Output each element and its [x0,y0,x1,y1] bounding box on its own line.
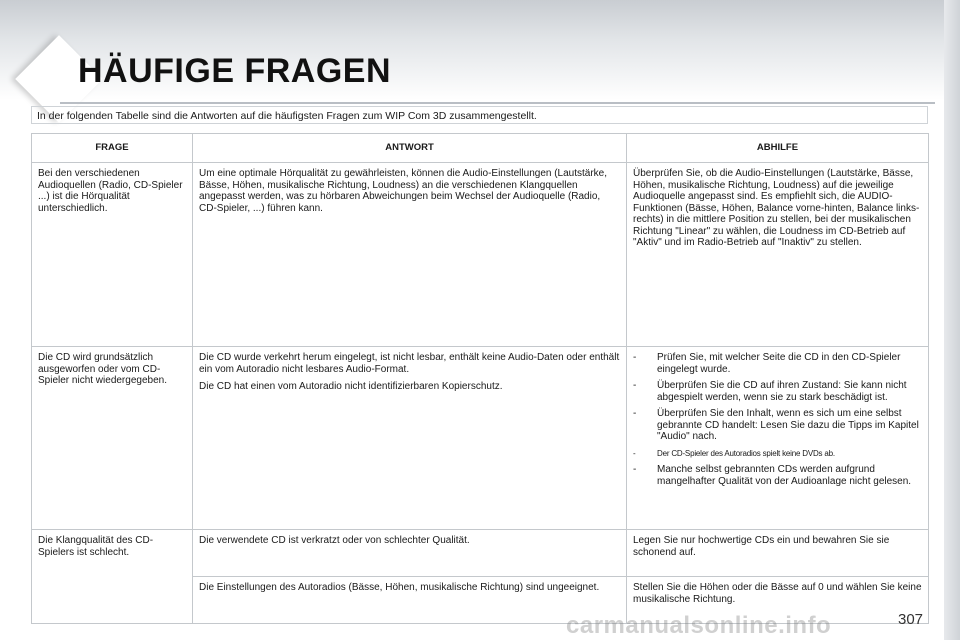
antwort-text: Die CD wurde verkehrt herum eingelegt, ist nicht lesbar, enthält keine Audio-Daten oder enthält ein vom Autoradio nicht lesbares Audio-Format. [199,352,620,375]
antwort-cell [193,163,627,347]
antwort-text: Um eine optimale Hörqualität zu gewährleisten, können die Audio-Einstellungen (Lautstärke, Bässe, Höhen, musikalische Richtung, Loudness) an die verschiedenen Klangquellen angepasst werden, was zu hörbaren Abweichungen beim Wechsel der Audioquelle (Radio, CD-Spieler, ...) führen kann. [199,168,608,214]
antwort-text: Die Einstellungen des Autoradios (Bässe, Höhen, musikalische Richtung) sind ungeeignet. [199,582,600,593]
abhilfe-list [633,352,922,487]
header-divider [60,102,935,104]
column-header-frage: FRAGE [32,134,193,163]
table-row [32,347,929,530]
frage-cell: Bei den verschiedenen Audioquellen (Radio, CD-Spieler ...) ist die Hörqualität unterschiedlich. [32,163,193,347]
table-row [32,163,929,347]
table-row [32,530,929,577]
column-header-antwort: ANTWORT [193,134,627,163]
antwort-cell [193,577,627,624]
page-title: HÄUFIGE FRAGEN [78,52,391,90]
antwort-text: Die CD hat einen vom Autoradio nicht identifizierbaren Kopierschutz. [199,381,503,392]
list-item: - Überprüfen Sie den Inhalt, wenn es sich um eine selbst gebrannte CD handelt: Lesen Sie dazu die Tipps im Kapitel "Audio" nach. [633,408,922,443]
column-header-abhilfe: ABHILFE [627,134,929,163]
list-item: - Manche selbst gebrannten CDs werden aufgrund mangelhafter Qualität von der Audioanlage nicht gelesen. [633,464,922,487]
abhilfe-cell: Stellen Sie die Höhen oder die Bässe auf 0 und wählen Sie keine musikalische Richtung. [627,577,929,624]
page-number: 307 [898,611,924,628]
faq-table [31,133,929,624]
antwort-cell [193,347,627,530]
page-edge-strip [944,0,960,640]
antwort-text: Die verwendete CD ist verkratzt oder von schlechter Qualität. [199,535,470,546]
list-item: - Überprüfen Sie die CD auf ihren Zustand: Sie kann nicht abgespielt werden, wenn sie zu stark beschädigt ist. [633,380,922,403]
table-header-row [32,134,929,163]
watermark: carmanualsonline.info [566,612,832,639]
list-item: - Der CD-Spieler des Autoradios spielt keine DVDs ab. [633,448,922,460]
list-item: - Prüfen Sie, mit welcher Seite die CD in den CD-Spieler eingelegt wurde. [633,352,922,375]
intro-text: In der folgenden Tabelle sind die Antworten auf die häufigsten Fragen zum WIP Com 3D zusammengestellt. [31,106,928,124]
abhilfe-cell: Legen Sie nur hochwertige CDs ein und bewahren Sie sie schonend auf. [627,530,929,577]
abhilfe-cell [627,347,929,530]
abhilfe-cell: Überprüfen Sie, ob die Audio-Einstellungen (Lautstärke, Bässe, Höhen, musikalische Richtung, Loudness) auf die jeweilige Audioquelle angepasst sind. Es empfiehlt sich, die AUDIO-Funktionen (Bässe, Höhen, Balance vorne-hinten, Balance links-rechts) in die mittlere Position zu stellen, bei der musikalischen Richtung "Linear" zu wählen, die Loudness im CD-Betrieb auf "Aktiv" und im Radio-Betrieb auf "Inaktiv" zu stellen. [627,163,929,347]
frage-cell: Die Klangqualität des CD-Spielers ist schlecht. [32,530,193,624]
antwort-cell [193,530,627,577]
frage-cell: Die CD wird grundsätzlich ausgeworfen oder vom CD-Spieler nicht wiedergegeben. [32,347,193,530]
